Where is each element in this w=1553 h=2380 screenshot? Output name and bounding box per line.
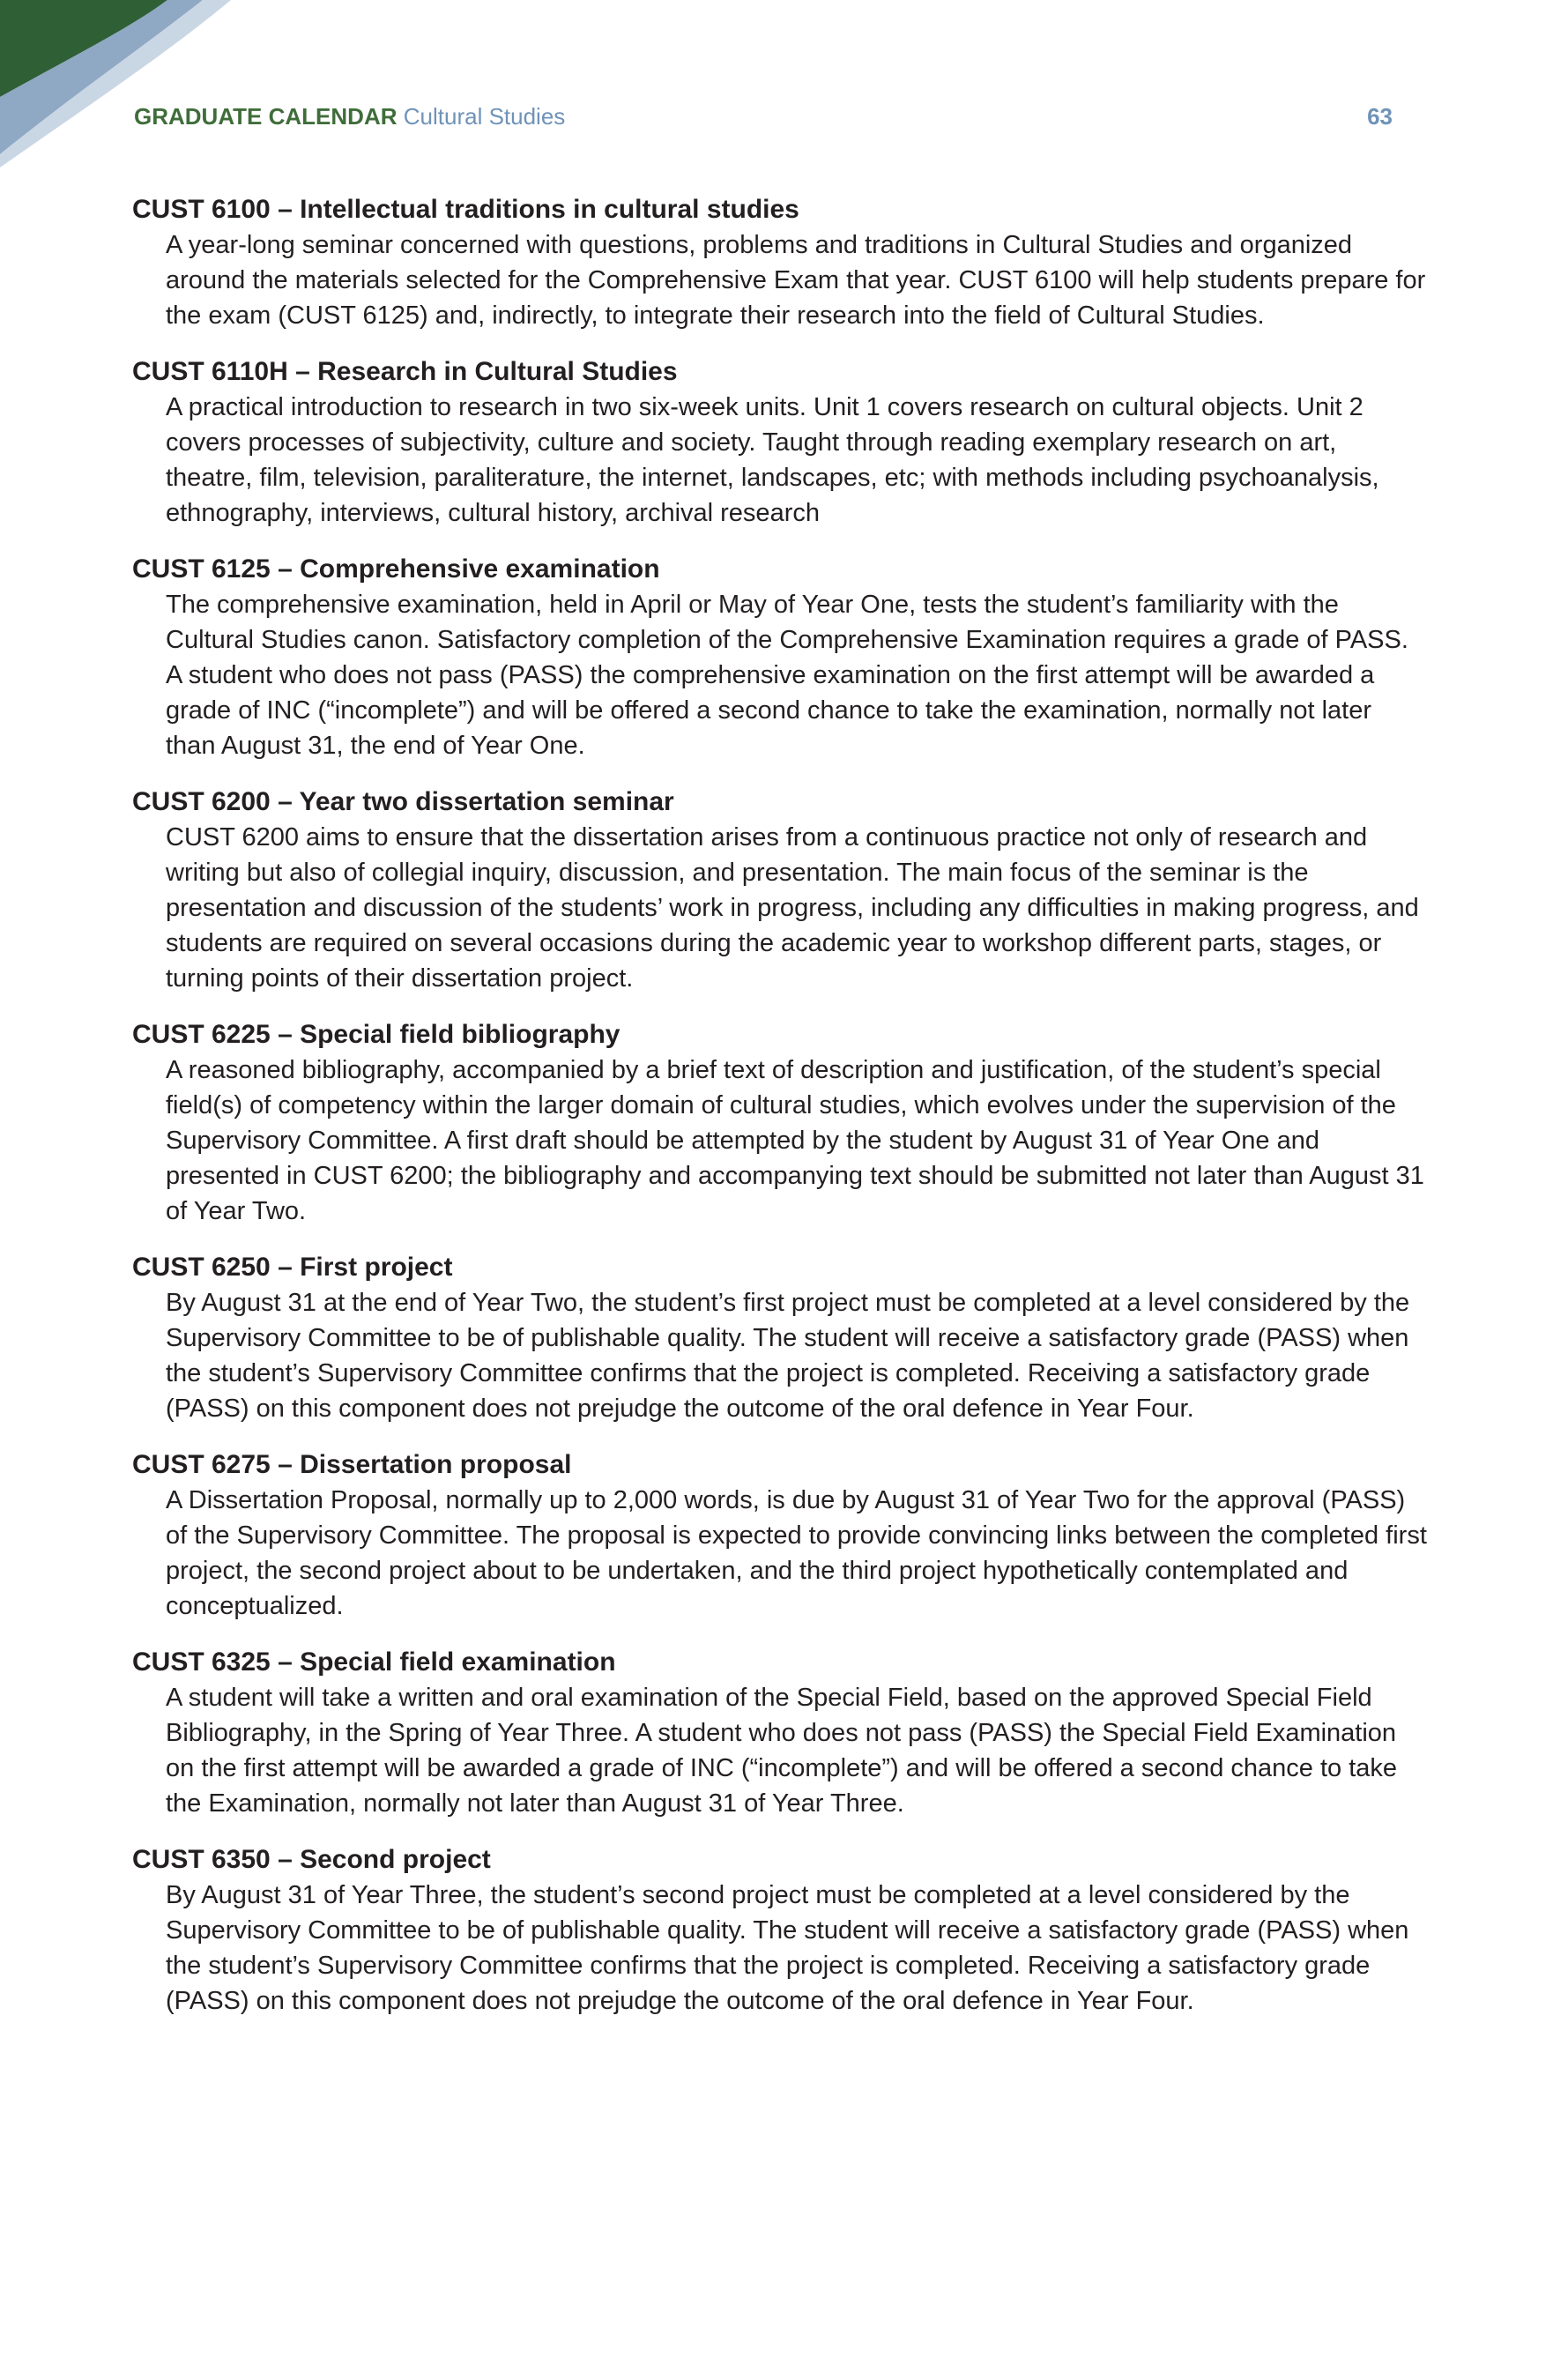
course-entry xyxy=(132,1447,1428,1624)
course-entry xyxy=(132,552,1428,763)
corner-swoosh-graphic xyxy=(0,0,264,176)
course-description: A reasoned bibliography, accompanied by a brief text of description and justification, of the student’s special field(s) of competency within the larger domain of cultural studies, which evolves under the supervision of the Supervisory Committee. A first draft should be attempted by the student by August 31 of Year One and presented in CUST 6200; the bibliography and accompanying text should be submitted not later than August 31 of Year Two. xyxy=(166,1056,1424,1225)
course-entry xyxy=(132,1017,1428,1229)
course-description: By August 31 of Year Three, the student’s second project must be completed at a level considered by the Supervisory Committee to be of publishable quality. The student will receive a satisfactory grade (PASS) when the student’s Supervisory Committee confirms that the project is completed. Receiving a satisfactory grade (PASS) on this component does not prejudge the outcome of the oral defence in Year Four. xyxy=(166,1881,1409,2015)
course-title: CUST 6125 – Comprehensive examination xyxy=(132,554,660,584)
course-description: A Dissertation Proposal, normally up to 2,000 words, is due by August 31 of Year Two for the approval (PASS) of the Supervisory Committee. The proposal is expected to provide convincing links between the completed first project, the second project about to be undertaken, and the third project hypothetically contemplated and conceptualized. xyxy=(166,1486,1427,1620)
course-list xyxy=(132,192,1428,2040)
course-description: The comprehensive examination, held in April or May of Year One, tests the student’s familiarity with the Cultural Studies canon. Satisfactory completion of the Comprehensive Examination requires a grade of PASS. A student who does not pass (PASS) the comprehensive examination on the first attempt will be awarded a grade of INC (“incomplete”) and will be offered a second chance to take the examination, normally not later than August 31, the end of Year One. xyxy=(166,591,1408,760)
course-description: CUST 6200 aims to ensure that the dissertation arises from a continuous practice not only of research and writing but also of collegial inquiry, discussion, and presentation. The main focus of the seminar is the presentation and discussion of the students’ work in progress, including any difficulties in making progress, and students are required on several occasions during the academic year to workshop different parts, stages, or turning points of their dissertation project. xyxy=(166,823,1419,993)
course-description: By August 31 at the end of Year Two, the student’s first project must be completed at a level considered by the Supervisory Committee to be of publishable quality. The student will receive a satisfactory grade (PASS) when the student’s Supervisory Committee confirms that the project is completed. Receiving a satisfactory grade (PASS) on this component does not prejudge the outcome of the oral defence in Year Four. xyxy=(166,1289,1410,1423)
course-entry xyxy=(132,1250,1428,1426)
course-entry xyxy=(132,785,1428,996)
course-title: CUST 6110H – Research in Cultural Studies xyxy=(132,357,678,386)
course-entry xyxy=(132,354,1428,531)
course-title: CUST 6200 – Year two dissertation seminar xyxy=(132,787,674,816)
running-header xyxy=(134,99,1393,134)
course-description: A student will take a written and oral examination of the Special Field, based on the approved Special Field Bibliography, in the Spring of Year Three. A student who does not pass (PASS) the Special Field Examination on the first attempt will be awarded a grade of INC (“incomplete”) and will be offered a second chance to take the Examination, normally not later than August 31 of Year Three. xyxy=(166,1684,1398,1818)
course-title: CUST 6325 – Special field examination xyxy=(132,1647,616,1677)
course-description: A practical introduction to research in two six-week units. Unit 1 covers research on cultural objects. Unit 2 covers processes of subjectivity, culture and society. Taught through reading exemplary research on art, theatre, film, television, paraliterature, the internet, landscapes, etc; with methods including psychoanalysis, ethnography, interviews, cultural history, archival research xyxy=(166,393,1379,527)
course-title: CUST 6225 – Special field bibliography xyxy=(132,1020,620,1049)
course-title: CUST 6275 – Dissertation proposal xyxy=(132,1450,572,1479)
course-title: CUST 6100 – Intellectual traditions in cultural studies xyxy=(132,195,799,224)
page-number: 63 xyxy=(1367,103,1393,130)
course-title: CUST 6250 – First project xyxy=(132,1253,453,1282)
course-entry xyxy=(132,192,1428,333)
course-entry xyxy=(132,1842,1428,2019)
course-entry xyxy=(132,1645,1428,1821)
section-name: Cultural Studies xyxy=(403,103,566,130)
document-name: GRADUATE CALENDAR xyxy=(134,103,398,130)
course-title: CUST 6350 – Second project xyxy=(132,1845,491,1874)
course-description: A year-long seminar concerned with questions, problems and traditions in Cultural Studies and organized around the materials selected for the Comprehensive Exam that year. CUST 6100 will help students prepare for the exam (CUST 6125) and, indirectly, to integrate their research into the field of Cultural Studies. xyxy=(166,231,1426,330)
